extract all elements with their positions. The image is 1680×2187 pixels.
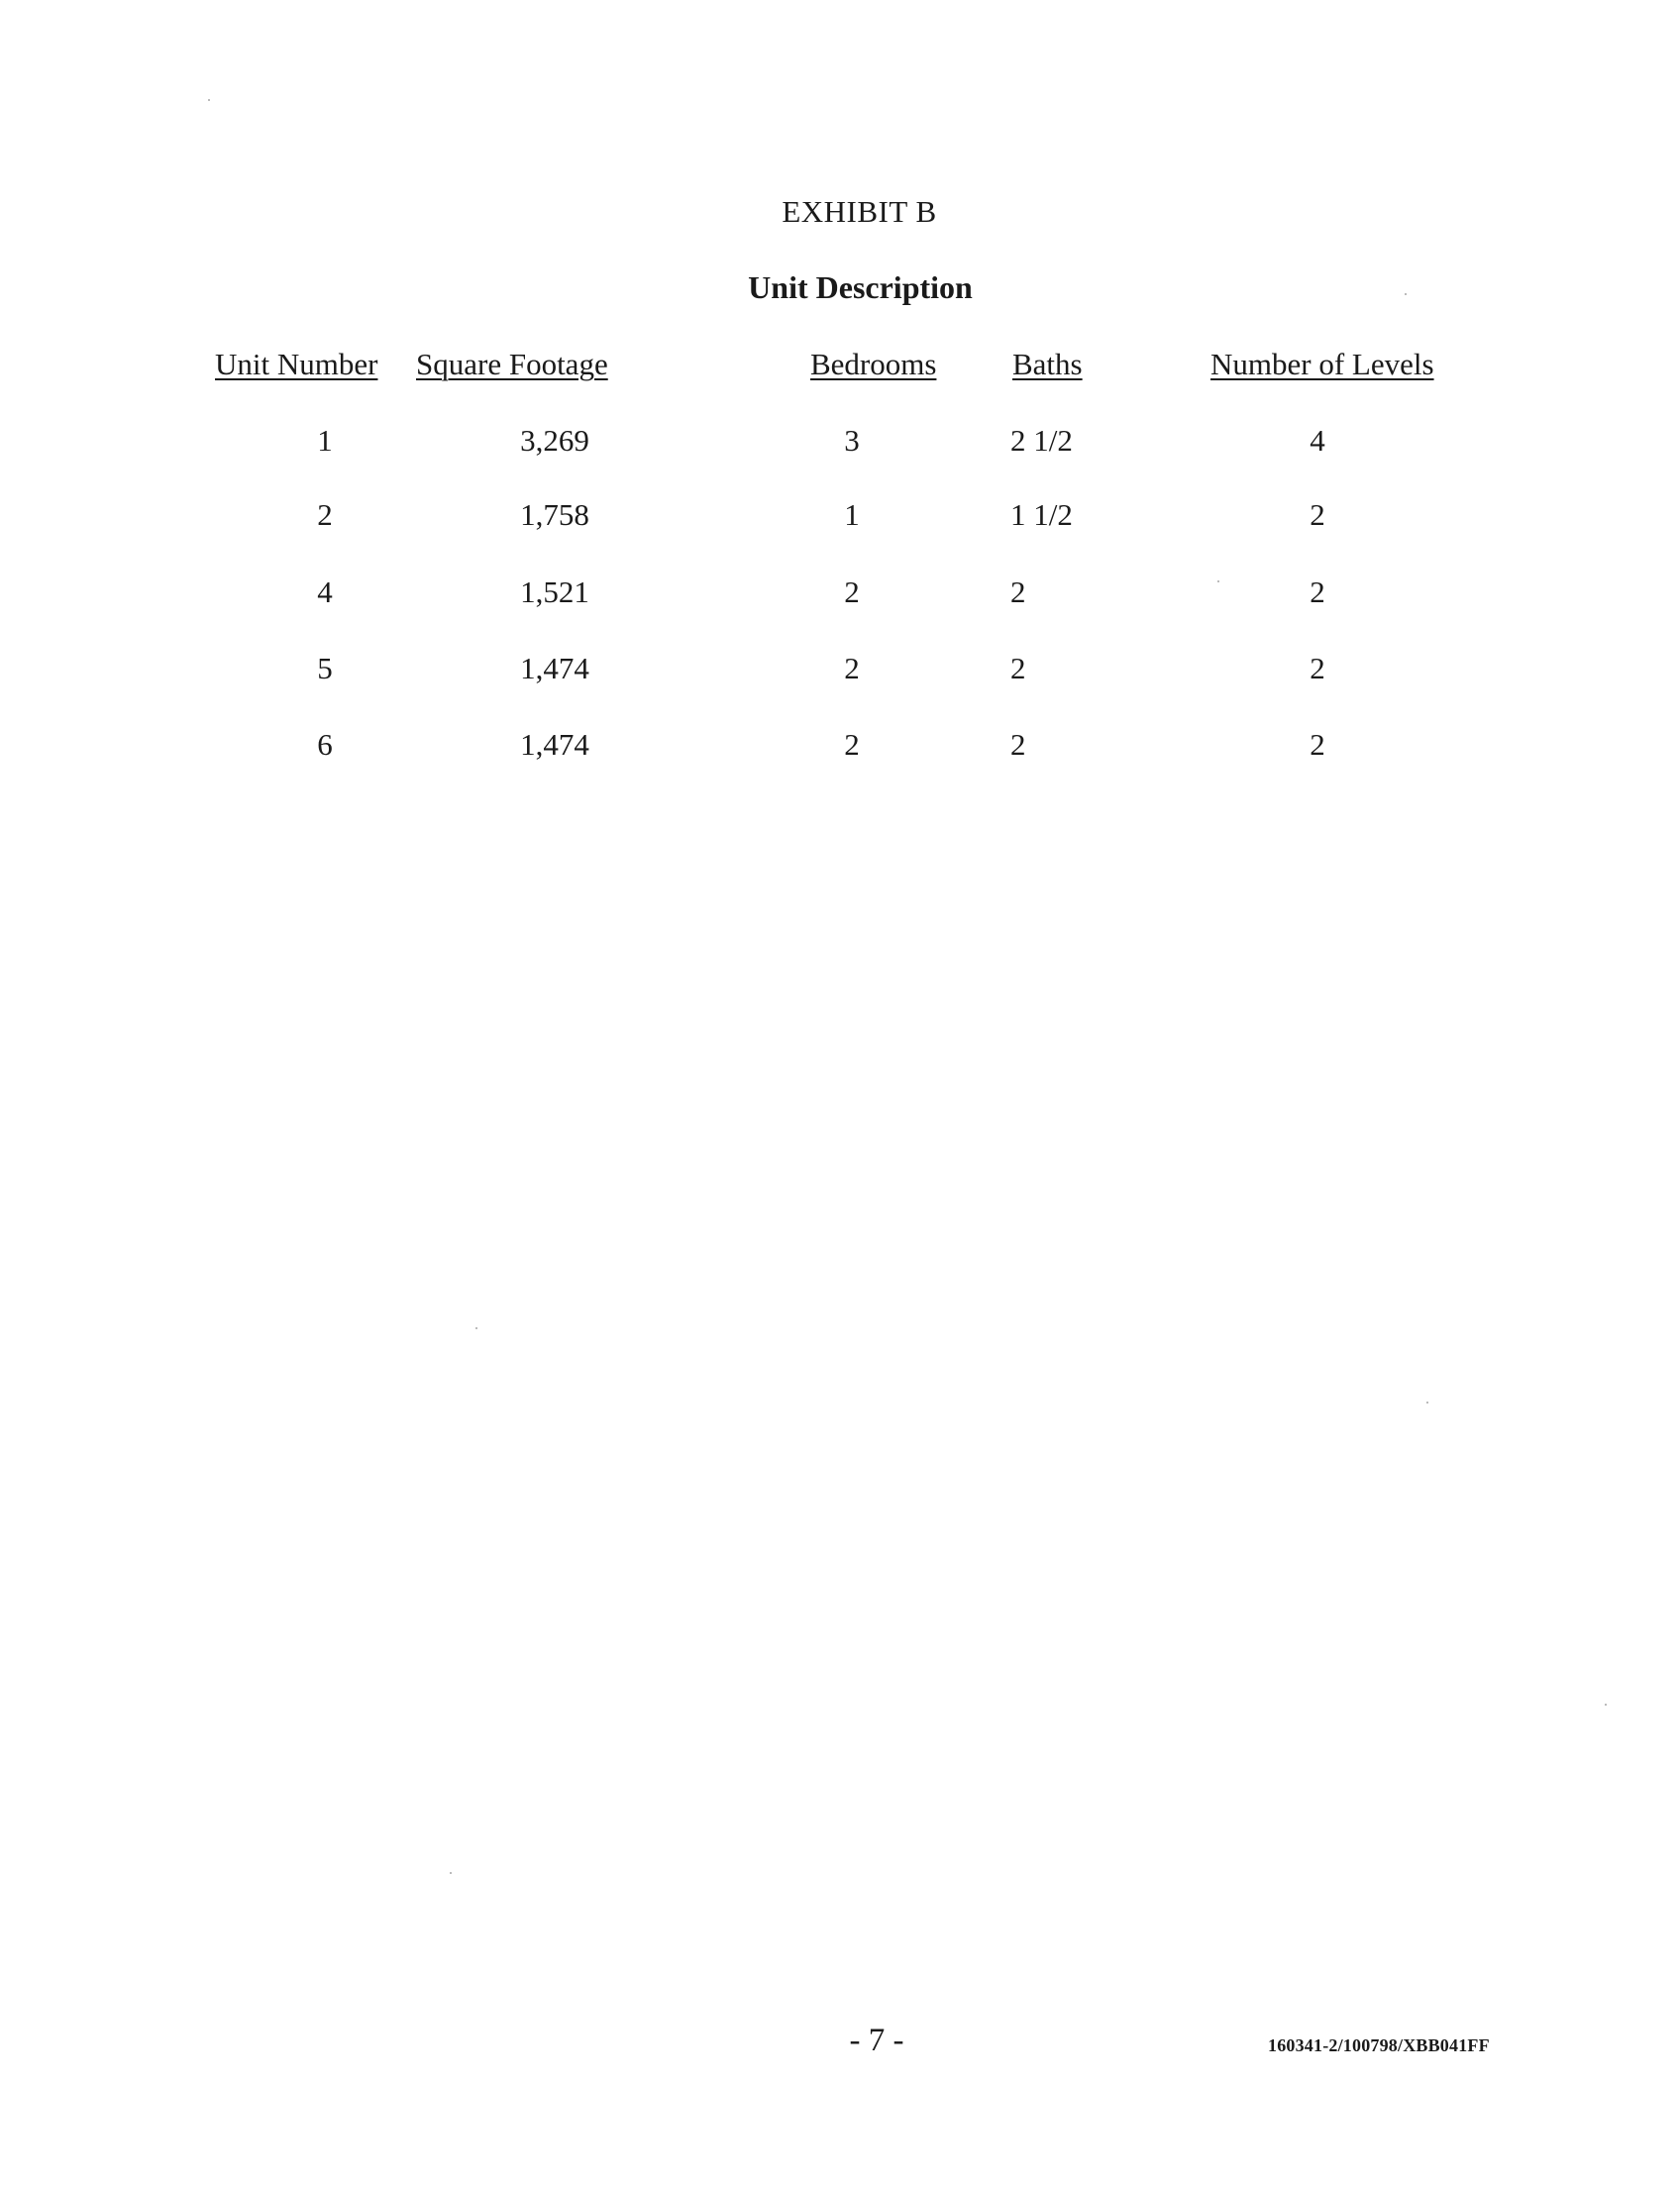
row-1-levels: 4 — [1310, 423, 1325, 458]
row-4-levels: 2 — [1310, 651, 1325, 685]
header-square-footage: Square Footage — [416, 347, 608, 381]
row-5-levels: 2 — [1310, 727, 1325, 762]
row-2-sqft: 1,758 — [520, 497, 589, 532]
row-5-unit: 6 — [317, 727, 333, 762]
scan-speck — [1217, 580, 1219, 582]
unit-description-heading: Unit Description — [748, 269, 973, 305]
row-2-unit: 2 — [317, 497, 333, 532]
row-3-levels: 2 — [1310, 574, 1325, 609]
scan-speck — [208, 99, 210, 101]
scan-speck — [1405, 293, 1407, 295]
row-3-baths: 2 — [1010, 574, 1026, 609]
row-3-unit: 4 — [317, 574, 333, 609]
row-4-bedrooms: 2 — [844, 651, 860, 685]
row-5-baths: 2 — [1010, 727, 1026, 762]
header-number-of-levels: Number of Levels — [1210, 347, 1434, 381]
row-3-sqft: 1,521 — [520, 574, 589, 609]
scan-speck — [1426, 1402, 1428, 1404]
row-4-baths: 2 — [1010, 651, 1026, 685]
scan-speck — [450, 1872, 452, 1874]
row-1-bedrooms: 3 — [844, 423, 860, 458]
scan-speck — [475, 1327, 477, 1329]
scan-speck — [1605, 1704, 1607, 1706]
header-unit-number: Unit Number — [215, 347, 378, 381]
row-4-sqft: 1,474 — [520, 651, 589, 685]
row-5-bedrooms: 2 — [844, 727, 860, 762]
row-5-sqft: 1,474 — [520, 727, 589, 762]
row-3-bedrooms: 2 — [844, 574, 860, 609]
row-2-levels: 2 — [1310, 497, 1325, 532]
row-4-unit: 5 — [317, 651, 333, 685]
row-1-sqft: 3,269 — [520, 423, 589, 458]
row-1-baths: 2 1/2 — [1010, 423, 1073, 458]
document-code: 160341-2/100798/XBB041FF — [1268, 2035, 1490, 2055]
exhibit-title: EXHIBIT B — [782, 194, 937, 229]
header-bedrooms: Bedrooms — [810, 347, 937, 381]
row-2-bedrooms: 1 — [844, 497, 860, 532]
row-1-unit: 1 — [317, 423, 333, 458]
row-2-baths: 1 1/2 — [1010, 497, 1073, 532]
page-number: - 7 - — [849, 2023, 904, 2058]
header-baths: Baths — [1012, 347, 1083, 381]
